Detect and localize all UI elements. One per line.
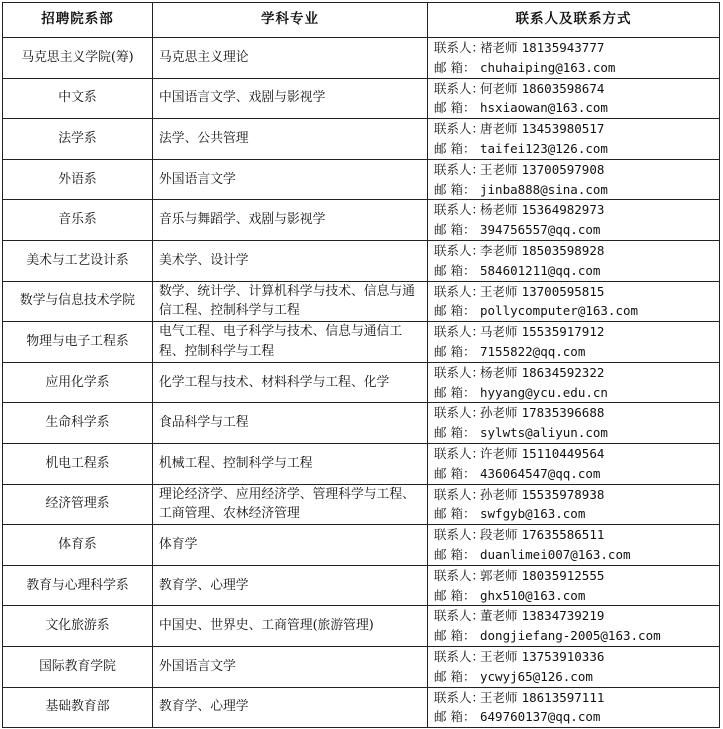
contact-cell	[428, 78, 720, 119]
email-line	[434, 342, 719, 362]
table-row	[3, 200, 720, 241]
major-text: 电气工程、电子科学与技术、信息与通信工程、控制科学与工程	[159, 324, 403, 359]
email-label: 邮 箱：	[434, 384, 476, 400]
contact-line	[434, 403, 719, 423]
contact-email[interactable]: 584601211@qq.com	[480, 262, 601, 278]
table-row	[3, 484, 720, 525]
dept-cell: 文化旅游系	[3, 606, 153, 647]
email-line	[434, 383, 719, 403]
major-cell	[153, 78, 428, 119]
table-row	[3, 525, 720, 566]
contact-label: 联系人：	[434, 689, 485, 705]
table-row	[3, 240, 720, 281]
major-text: 化学工程与技术、材料科学与工程、化学	[159, 374, 390, 390]
email-line	[434, 667, 719, 687]
major-text: 教育学、心理学	[159, 577, 249, 593]
contact-email[interactable]: 7155822@qq.com	[480, 343, 586, 359]
contact-phone: 13700597908	[521, 161, 605, 177]
contact-phone: 13834739219	[521, 608, 605, 624]
major-text: 法学、公共管理	[159, 131, 249, 147]
email-line	[434, 464, 719, 484]
contact-phone: 17635586511	[521, 527, 605, 543]
table-row	[3, 281, 720, 322]
dept-cell: 国际教育学院	[3, 646, 153, 687]
contact-line	[434, 444, 719, 464]
contact-line	[434, 38, 719, 58]
contact-person: 许老师	[480, 445, 518, 461]
table-row	[3, 606, 720, 647]
email-label: 邮 箱：	[434, 506, 476, 522]
contact-label: 联系人：	[434, 202, 485, 218]
contact-phone: 18634592322	[521, 364, 605, 380]
major-cell	[153, 159, 428, 200]
email-line	[434, 504, 719, 524]
contact-email[interactable]: ycwyj65@126.com	[480, 668, 593, 684]
email-line	[434, 301, 719, 321]
contact-person: 马老师	[480, 324, 518, 340]
contact-line	[434, 363, 719, 383]
email-label: 邮 箱：	[434, 628, 476, 644]
major-text: 美术学、设计学	[159, 252, 249, 268]
contact-person: 唐老师	[480, 121, 518, 137]
contact-email[interactable]: 436064547@qq.com	[480, 465, 601, 481]
contact-email[interactable]: swfgyb@163.com	[480, 506, 586, 522]
contact-cell	[428, 362, 720, 403]
major-text: 体育学	[159, 537, 198, 553]
header-contact: 联系人及联系方式	[428, 3, 720, 38]
dept-cell: 基础教育部	[3, 687, 153, 728]
contact-person: 王老师	[480, 283, 518, 299]
contact-label: 联系人：	[434, 121, 485, 137]
major-text: 马克思主义理论	[159, 49, 249, 65]
contact-phone: 15535917912	[521, 324, 605, 340]
contact-person: 王老师	[480, 689, 518, 705]
major-cell	[153, 443, 428, 484]
contact-email[interactable]: 649760137@qq.com	[480, 709, 601, 725]
contact-cell	[428, 646, 720, 687]
contact-person: 孙老师	[480, 405, 518, 421]
contact-line	[434, 282, 719, 302]
email-line	[434, 586, 719, 606]
contact-line	[434, 566, 719, 586]
contact-label: 联系人：	[434, 283, 485, 299]
contact-email[interactable]: pollycomputer@163.com	[480, 303, 639, 319]
dept-cell: 美术与工艺设计系	[3, 240, 153, 281]
contact-person: 董老师	[480, 608, 518, 624]
email-label: 邮 箱：	[434, 709, 476, 725]
contact-cell	[428, 443, 720, 484]
header-dept: 招聘院系部	[3, 3, 153, 38]
contact-phone: 15535978938	[521, 486, 605, 502]
contact-line	[434, 160, 719, 180]
contact-label: 联系人：	[434, 608, 485, 624]
contact-phone: 18603598674	[521, 80, 605, 96]
header-major: 学科专业	[153, 3, 428, 38]
email-label: 邮 箱：	[434, 59, 476, 75]
major-cell	[153, 362, 428, 403]
contact-phone: 13753910336	[521, 648, 605, 664]
major-cell	[153, 119, 428, 160]
contact-label: 联系人：	[434, 364, 485, 380]
contact-phone: 17835396688	[521, 405, 605, 421]
email-label: 邮 箱：	[434, 262, 476, 278]
major-cell	[153, 403, 428, 444]
contact-phone: 18135943777	[521, 40, 605, 55]
table-row	[3, 362, 720, 403]
major-text: 中国史、世界史、工商管理(旅游管理)	[159, 618, 374, 634]
contact-line	[434, 200, 719, 220]
table-header-row	[3, 3, 720, 38]
contact-person: 孙老师	[480, 486, 518, 502]
contact-email[interactable]: ghx510@163.com	[480, 587, 586, 603]
email-line	[434, 58, 719, 78]
contact-phone: 13700595815	[521, 283, 605, 299]
dept-cell: 物理与电子工程系	[3, 322, 153, 363]
dept-cell: 应用化学系	[3, 362, 153, 403]
table-row	[3, 38, 720, 79]
email-label: 邮 箱：	[434, 100, 476, 116]
major-cell	[153, 200, 428, 241]
contact-cell	[428, 281, 720, 322]
major-text: 理论经济学、应用经济学、管理科学与工程、工商管理、农林经济管理	[159, 486, 415, 522]
contact-label: 联系人：	[434, 161, 485, 177]
contact-phone: 18613597111	[521, 689, 605, 705]
contact-phone: 18035912555	[521, 567, 605, 583]
table-row	[3, 443, 720, 484]
contact-phone: 15110449564	[521, 445, 605, 461]
contact-label: 联系人：	[434, 324, 485, 340]
table-row	[3, 322, 720, 363]
major-cell	[153, 281, 428, 322]
email-line	[434, 545, 719, 565]
contact-line	[434, 485, 719, 505]
email-label: 邮 箱：	[434, 140, 476, 156]
contact-label: 联系人：	[434, 405, 485, 421]
contact-email[interactable]: jinba888@sina.com	[480, 181, 608, 197]
major-cell	[153, 606, 428, 647]
dept-cell: 音乐系	[3, 200, 153, 241]
major-cell	[153, 646, 428, 687]
contact-label: 联系人：	[434, 80, 485, 96]
major-text: 教育学、心理学	[159, 699, 249, 715]
recruitment-contact-table	[2, 2, 720, 728]
contact-phone: 15364982973	[521, 202, 605, 218]
email-label: 邮 箱：	[434, 343, 476, 359]
contact-line	[434, 79, 719, 99]
major-text: 数学、统计学、计算机科学与技术、信息与通信工程、控制科学与工程	[159, 283, 415, 319]
contact-person: 何老师	[480, 80, 518, 96]
contact-line	[434, 322, 719, 342]
table-row	[3, 565, 720, 606]
table-row	[3, 159, 720, 200]
contact-cell	[428, 484, 720, 525]
contact-cell	[428, 159, 720, 200]
contact-line	[434, 525, 719, 545]
contact-line	[434, 119, 719, 139]
contact-person: 段老师	[480, 527, 518, 543]
dept-cell: 数学与信息技术学院	[3, 281, 153, 322]
major-cell	[153, 565, 428, 606]
contact-person: 李老师	[480, 242, 518, 258]
dept-cell: 机电工程系	[3, 443, 153, 484]
dept-cell: 经济管理系	[3, 484, 153, 525]
table-row	[3, 403, 720, 444]
contact-line	[434, 647, 719, 667]
dept-cell: 中文系	[3, 78, 153, 119]
contact-cell	[428, 200, 720, 241]
table-row	[3, 78, 720, 119]
contact-person: 郭老师	[480, 567, 518, 583]
dept-cell: 体育系	[3, 525, 153, 566]
major-cell	[153, 38, 428, 79]
email-label: 邮 箱：	[434, 668, 476, 684]
contact-label: 联系人：	[434, 40, 485, 55]
email-line	[434, 261, 719, 281]
major-cell	[153, 687, 428, 728]
table-row	[3, 119, 720, 160]
major-cell	[153, 525, 428, 566]
email-label: 邮 箱：	[434, 546, 476, 562]
email-label: 邮 箱：	[434, 587, 476, 603]
dept-cell: 法学系	[3, 119, 153, 160]
contact-phone: 13453980517	[521, 121, 605, 137]
major-text: 外国语言文学	[159, 171, 236, 187]
major-text: 音乐与舞蹈学、戏剧与影视学	[159, 212, 326, 228]
major-cell	[153, 240, 428, 281]
contact-email[interactable]: duanlimei007@163.com	[480, 546, 631, 562]
email-line	[434, 180, 719, 200]
contact-label: 联系人：	[434, 445, 485, 461]
email-line	[434, 98, 719, 118]
contact-label: 联系人：	[434, 527, 485, 543]
contact-cell	[428, 525, 720, 566]
table-row	[3, 687, 720, 728]
contact-cell	[428, 119, 720, 160]
dept-cell: 外语系	[3, 159, 153, 200]
contact-email[interactable]: dongjiefang-2005@163.com	[480, 628, 661, 644]
contact-email[interactable]: chuhaiping@163.com	[480, 59, 616, 75]
major-text: 食品科学与工程	[159, 415, 249, 431]
major-text: 外国语言文学	[159, 658, 236, 674]
contact-label: 联系人：	[434, 486, 485, 502]
email-label: 邮 箱：	[434, 303, 476, 319]
contact-person: 杨老师	[480, 202, 518, 218]
contact-cell	[428, 565, 720, 606]
contact-email[interactable]: hsxiaowan@163.com	[480, 100, 608, 116]
email-line	[434, 626, 719, 646]
contact-email[interactable]: 394756557@qq.com	[480, 222, 601, 238]
contact-email[interactable]: sylwts@aliyun.com	[480, 425, 608, 441]
contact-label: 联系人：	[434, 648, 485, 664]
contact-person: 杨老师	[480, 364, 518, 380]
table-body	[3, 38, 720, 728]
email-label: 邮 箱：	[434, 181, 476, 197]
dept-cell: 生命科学系	[3, 403, 153, 444]
major-text: 中国语言文学、戏剧与影视学	[159, 90, 326, 106]
contact-line	[434, 606, 719, 626]
contact-cell	[428, 322, 720, 363]
contact-email[interactable]: taifei123@126.com	[480, 140, 608, 156]
contact-cell	[428, 403, 720, 444]
email-label: 邮 箱：	[434, 222, 476, 238]
email-line	[434, 707, 719, 727]
contact-line	[434, 241, 719, 261]
contact-phone: 18503598928	[521, 242, 605, 258]
contact-person: 王老师	[480, 648, 518, 664]
contact-email[interactable]: hyyang@ycu.edu.cn	[480, 384, 608, 400]
contact-label: 联系人：	[434, 567, 485, 583]
email-line	[434, 220, 719, 240]
dept-cell: 马克思主义学院(筹)	[3, 38, 153, 79]
major-cell	[153, 322, 428, 363]
contact-label: 联系人：	[434, 242, 485, 258]
contact-cell	[428, 687, 720, 728]
major-cell	[153, 484, 428, 525]
contact-cell	[428, 606, 720, 647]
dept-cell: 教育与心理科学系	[3, 565, 153, 606]
contact-cell	[428, 240, 720, 281]
contact-person: 王老师	[480, 161, 518, 177]
email-label: 邮 箱：	[434, 425, 476, 441]
major-text: 机械工程、控制科学与工程	[159, 455, 313, 471]
contact-cell	[428, 38, 720, 79]
table-row	[3, 646, 720, 687]
email-label: 邮 箱：	[434, 465, 476, 481]
email-line	[434, 139, 719, 159]
email-line	[434, 423, 719, 443]
contact-line	[434, 688, 719, 708]
contact-person: 褚老师	[480, 40, 518, 55]
